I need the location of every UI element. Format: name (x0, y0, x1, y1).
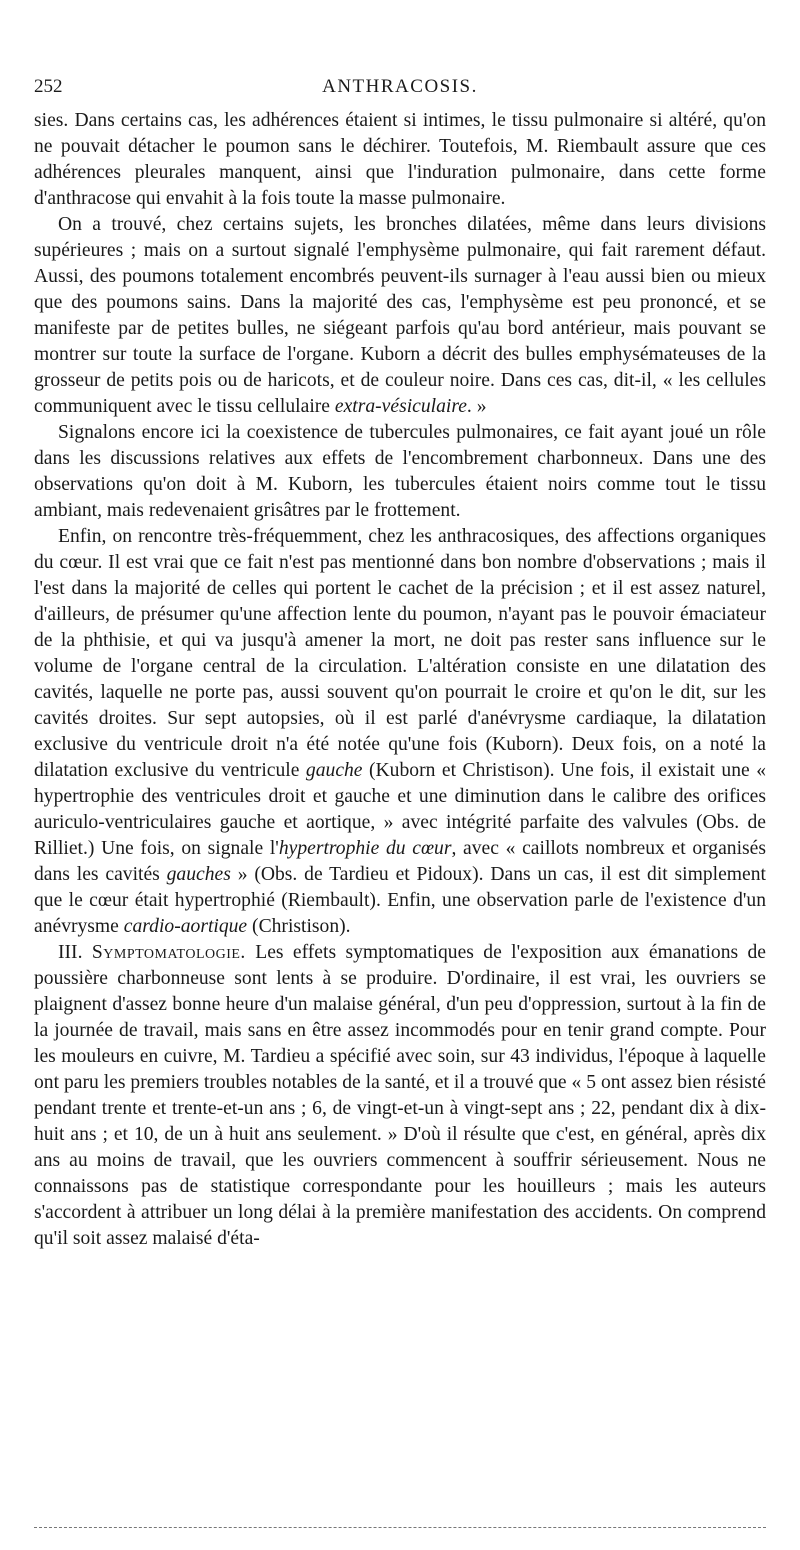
footer-dashed-rule (34, 1527, 766, 1528)
text-run: (Christison). (247, 916, 351, 937)
italic-text: hypertrophie du cœur (278, 838, 452, 859)
text-run: sies. Dans certains cas, les adhérences étaient si intimes, le tissu pulmonaire si altéré, qu'on ne pouvait détacher le poumon sans le déchirer. Toutefois, M. Riembault assure que ces adhérences pleurales manquent, ainsi que l'induration pulmonaire, dans cette forme d'anthracose qui envahit à la fois toute la masse pulmonaire. (34, 110, 766, 209)
page-number: 252 (34, 76, 63, 97)
italic-text: gauche (305, 760, 363, 781)
body-text (34, 108, 766, 1252)
text-run: Signalons encore ici la coexistence de tubercules pulmonaires, ce fait ayant joué un rôle dans les discussions relatives aux effets de l'encombrement charbonneux. Dans une des observations qu'on doit à M. Kuborn, les tubercules étaient noirs comme tout le tissu ambiant, mais redevenaient grisâtres par le frottement. (34, 422, 766, 521)
italic-text: gauches (166, 864, 231, 885)
running-title: ANTHRACOSIS. (322, 76, 478, 97)
text-run: (Kuborn et Christison). Une fois, il existait une « hypertrophie des ventricules droit et gauche et une diminution dans le calibre des orifices auriculo-ventriculaires gauche et aortique, » avec intégrité parfaite des valvules (Obs. de Rilliet.) Une fois, on signale l' (34, 760, 766, 859)
text-run: III. (58, 942, 92, 963)
running-head (34, 76, 766, 106)
text-run: , avec « caillots nombreux et organisés dans les cavités (34, 838, 766, 885)
italic-text: extra-vésiculaire (334, 396, 467, 417)
italic-text: cardio-aortique (123, 916, 248, 937)
text-run: » (Obs. de Tardieu et Pidoux). Dans un cas, il est dit simplement que le cœur était hypertrophié (Riembault). Enfin, une observation parle de l'existence d'un anévrysme (34, 864, 766, 937)
paragraph (34, 420, 766, 524)
paragraph (34, 524, 766, 940)
text-run: . » (466, 396, 487, 417)
text-run: Enfin, on rencontre très-fréquemment, chez les anthracosiques, des affections organiques du cœur. Il est vrai que ce fait n'est pas mentionné dans bon nombre d'observations ; mais il l'est dans la majorité de celles qui portent le cachet de la précision ; et il est assez naturel, d'ailleurs, de présumer qu'une affection lente du poumon, n'ayant pas le pouvoir émaciateur de la phthisie, et qui va jusqu'à amener la mort, ne doit pas rester sans influence sur le volume de l'organe central de la circulation. L'altération consiste en une dilatation des cavités, laquelle ne porte pas, aussi souvent qu'on pourrait le croire et qu'on le dit, sur les cavités droites. Sur sept autopsies, où il est parlé d'anévrysme cardiaque, la dilatation exclusive du ventricule droit n'a été notée qu'une fois (Kuborn). Deux fois, on a noté la dilatation exclusive du ventricule (34, 526, 766, 781)
paragraph (34, 940, 766, 1252)
paragraph (34, 108, 766, 212)
text-run: Les effets symptomatiques de l'exposition aux émanations de poussière charbonneuse sont lents à se produire. D'ordinaire, il est vrai, les ouvriers se plaignent d'assez bonne heure d'un malaise général, d'un peu d'oppression, surtout à la fin de la journée de travail, mais sans en être assez incommodés pour en tenir grand compte. Pour les mouleurs en cuivre, M. Tardieu a spécifié avec soin, sur 43 individus, l'époque à laquelle ont paru les premiers troubles notables de la santé, et il a trouvé que « 5 ont assez bien résisté pendant trente et trente-et-un ans ; 6, de vingt-et-un à vingt-sept ans ; 22, pendant dix à dix-huit ans ; et 10, de un à huit ans seulement. » D'où il résulte que c'est, en général, après dix ans au moins de travail, que les ouvriers commencent à souffrir sérieusement. Nous ne connaissons pas de statistique correspondante pour les houilleurs ; mais les auteurs s'accordent à attribuer un long délai à la première manifestation des accidents. On comprend qu'il soit assez malaisé d'éta- (34, 942, 766, 1249)
paragraph (34, 212, 766, 420)
text-run: On a trouvé, chez certains sujets, les bronches dilatées, même dans leurs divisions supérieures ; mais on a surtout signalé l'emphysème pulmonaire, qui fait rarement défaut. Aussi, des poumons totalement encombrés peuvent-ils surnager à l'eau aussi bien ou mieux que des poumons sains. Dans la majorité des cas, l'emphysème est peu prononcé, et se manifeste par de petites bulles, ne siégeant parfois qu'au bord antérieur, mais pouvant se montrer sur toute la surface de l'organe. Kuborn a décrit des bulles emphysémateuses de la grosseur de petits pois ou de haricots, et de couleur noire. Dans ces cas, dit-il, « les cellules communiquent avec le tissu cellulaire (34, 214, 766, 417)
section-heading: Symptomatologie. (91, 942, 246, 963)
